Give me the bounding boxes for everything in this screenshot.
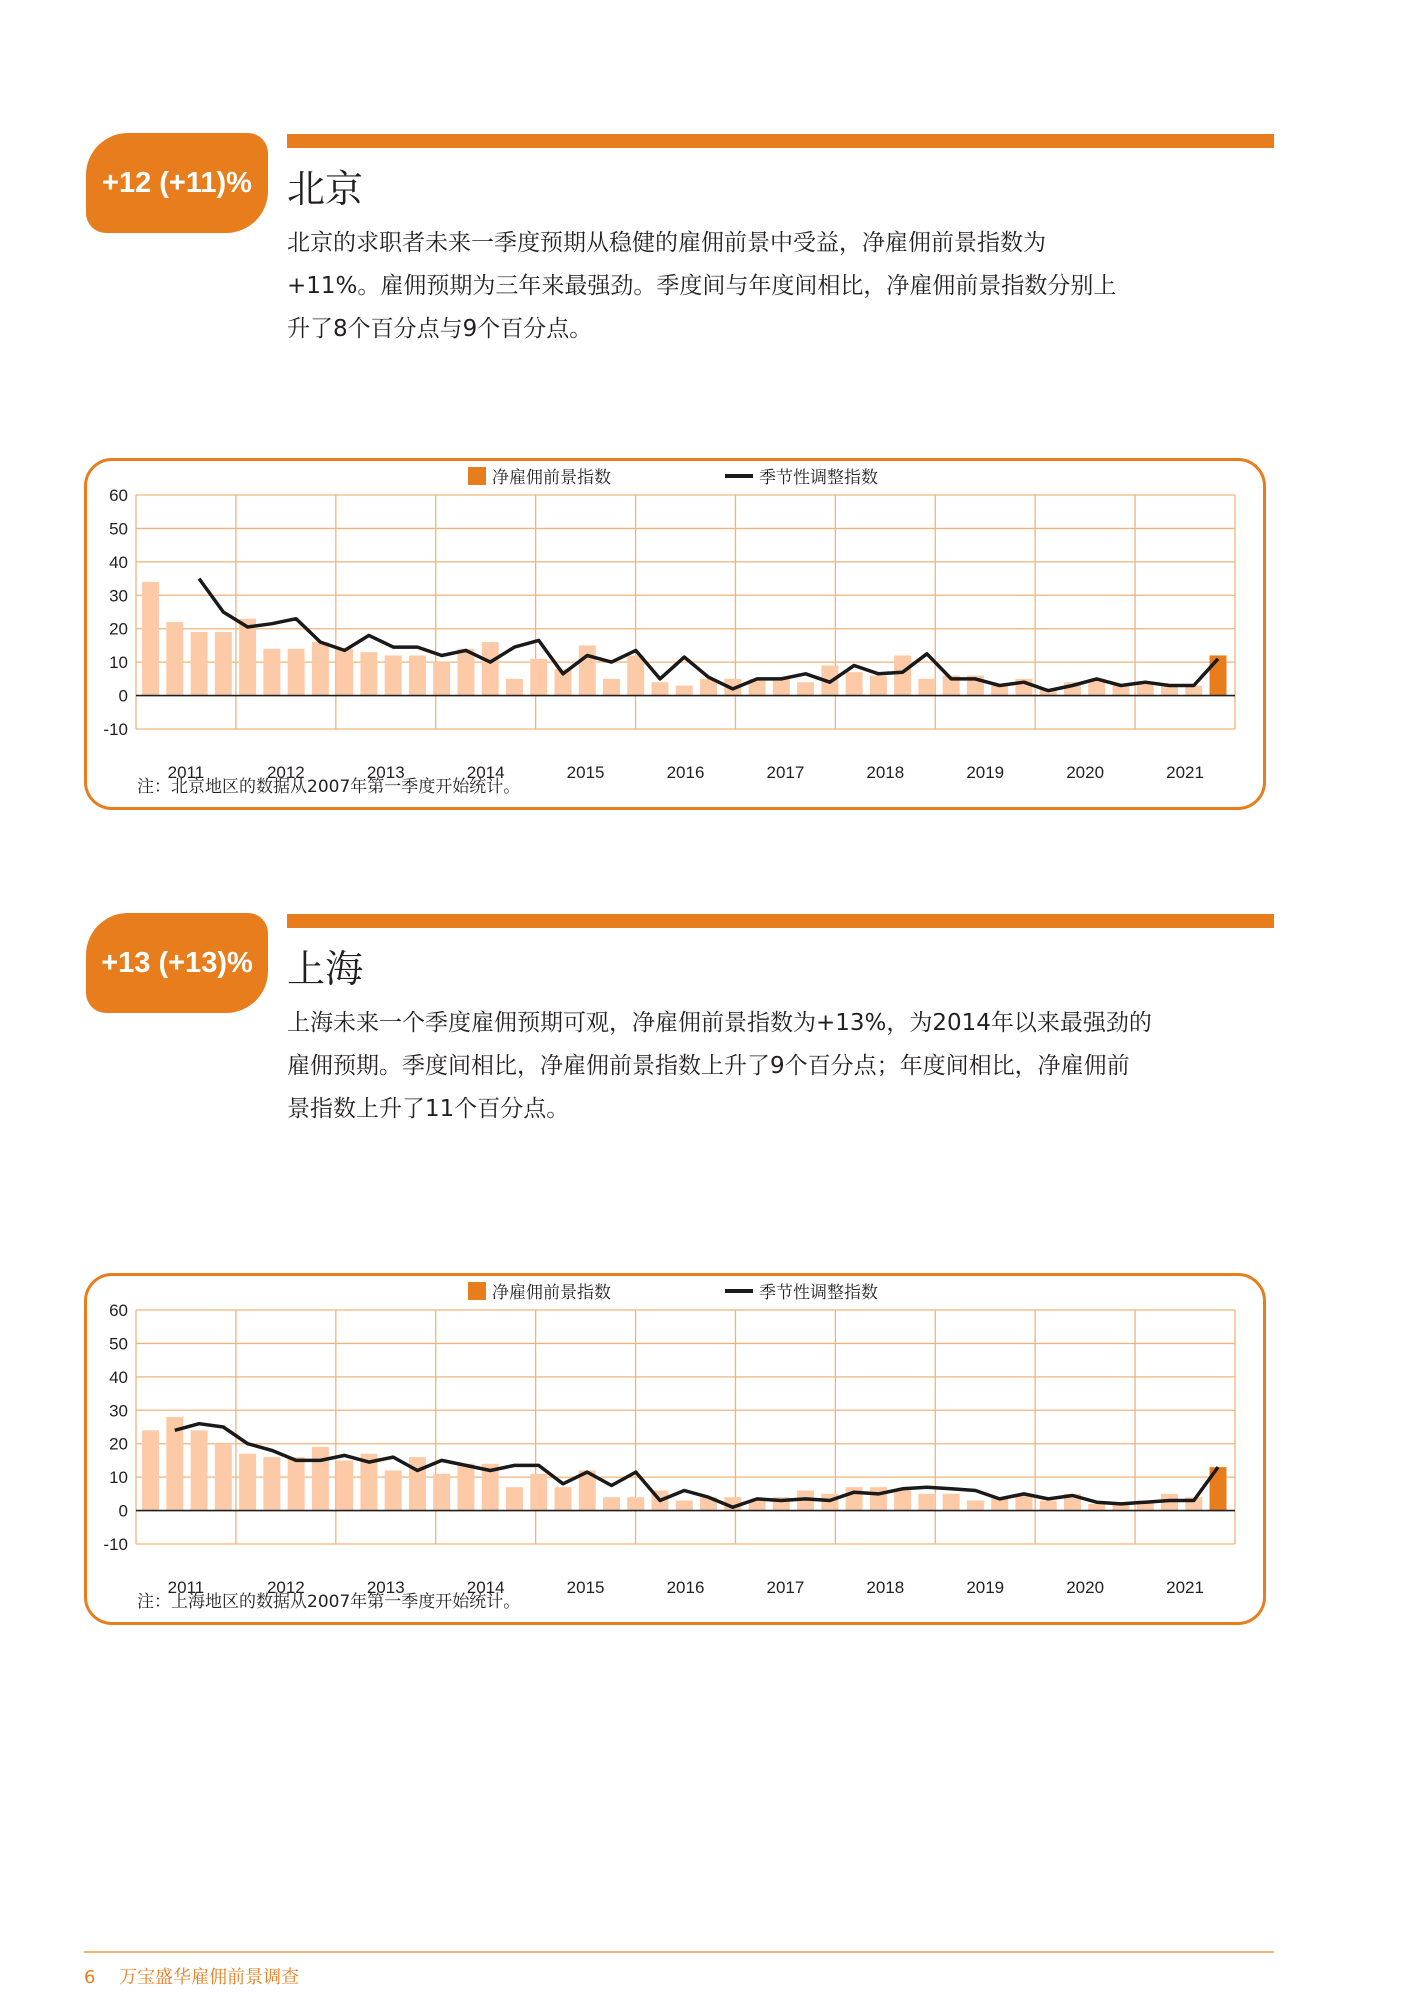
y-tick-label: 0 xyxy=(118,686,128,706)
y-tick-label: 40 xyxy=(109,552,128,572)
x-tick-label: 2019 xyxy=(966,1578,1005,1597)
bar xyxy=(263,1457,280,1510)
bar xyxy=(603,679,620,696)
bar xyxy=(482,642,499,695)
bar xyxy=(506,679,523,696)
bar xyxy=(530,659,547,696)
legend-bar-swatch xyxy=(468,467,486,485)
bar xyxy=(457,649,474,696)
x-tick-label: 2017 xyxy=(766,763,805,782)
x-tick-label: 2018 xyxy=(866,1578,905,1597)
y-tick-label: 10 xyxy=(109,1468,128,1488)
bar xyxy=(579,645,596,695)
page-number: 6 xyxy=(84,1967,96,1988)
page-footer xyxy=(84,1963,299,1989)
bar xyxy=(336,1460,353,1510)
description-line: 景指数上升了11个百分点。 xyxy=(287,1096,570,1122)
x-tick-label: 2014 xyxy=(466,763,505,782)
bar xyxy=(191,1430,208,1510)
city-description xyxy=(287,222,1272,351)
bar xyxy=(1040,1501,1057,1511)
shanghai-section xyxy=(0,780,1411,1612)
bar xyxy=(142,1430,159,1510)
bar xyxy=(870,676,887,696)
bar xyxy=(506,1487,523,1510)
bar xyxy=(1088,1504,1105,1511)
chart-box xyxy=(84,1273,1266,1625)
bar xyxy=(215,632,232,696)
description-line: 升了8个百分点与9个百分点。 xyxy=(287,316,593,342)
bar xyxy=(846,672,863,695)
section-top-bar xyxy=(287,914,1274,928)
bar xyxy=(652,682,669,695)
y-tick-label: 50 xyxy=(109,1334,128,1354)
bar xyxy=(918,1494,935,1511)
bar xyxy=(312,1447,329,1511)
description-line: 北京的求职者未来一季度预期从稳健的雇佣前景中受益，净雇佣前景指数为 xyxy=(287,230,1046,256)
x-tick-label: 2011 xyxy=(167,1578,205,1597)
chart-note: 注：上海地区的数据从2007年第一季度开始统计。 xyxy=(137,1592,521,1612)
bar xyxy=(191,632,208,696)
bar xyxy=(166,622,183,696)
x-tick-label: 2013 xyxy=(366,763,405,782)
bar xyxy=(627,655,644,695)
bar xyxy=(312,642,329,695)
x-tick-label: 2018 xyxy=(866,763,905,782)
y-tick-label: 0 xyxy=(118,1501,128,1521)
bar xyxy=(457,1464,474,1511)
chart-note: 注：北京地区的数据从2007年第一季度开始统计。 xyxy=(137,777,521,797)
legend-label-bar: 净雇佣前景指数 xyxy=(492,468,611,488)
y-tick-label: 20 xyxy=(109,619,128,639)
y-tick-label: 30 xyxy=(109,586,128,606)
x-tick-label: 2020 xyxy=(1066,1578,1105,1597)
legend-bar-swatch xyxy=(468,1282,486,1300)
x-tick-label: 2015 xyxy=(566,1578,605,1597)
bar xyxy=(943,1494,960,1511)
x-tick-label: 2021 xyxy=(1166,763,1204,782)
y-tick-label: 30 xyxy=(109,1401,128,1421)
y-tick-label: 50 xyxy=(109,519,128,539)
bar xyxy=(239,619,256,696)
x-tick-label: 2012 xyxy=(266,1578,305,1597)
bar xyxy=(409,655,426,695)
city-title: 北京 xyxy=(287,167,364,211)
bar xyxy=(288,649,305,696)
bar xyxy=(967,1501,984,1511)
x-tick-label: 2012 xyxy=(266,763,305,782)
description-line: +11%。雇佣预期为三年来最强劲。季度间与年度间相比，净雇佣前景指数分别上 xyxy=(287,273,1117,299)
bar xyxy=(433,1474,450,1511)
bar xyxy=(554,1487,571,1510)
bar xyxy=(288,1457,305,1510)
y-tick-label: -10 xyxy=(103,1535,128,1554)
x-tick-label: 2020 xyxy=(1066,763,1105,782)
bar xyxy=(166,1417,183,1511)
bar xyxy=(797,682,814,695)
bar xyxy=(360,652,377,695)
bar xyxy=(409,1457,426,1510)
y-tick-label: 40 xyxy=(109,1367,128,1387)
x-tick-label: 2015 xyxy=(566,763,605,782)
bar xyxy=(433,662,450,695)
bar xyxy=(385,655,402,695)
bar xyxy=(215,1444,232,1511)
x-tick-label: 2019 xyxy=(966,763,1005,782)
bar xyxy=(336,649,353,696)
bar xyxy=(676,1501,693,1511)
bar xyxy=(870,1487,887,1510)
bar xyxy=(603,1497,620,1510)
description-line: 雇佣预期。季度间相比，净雇佣前景指数上升了9个百分点；年度间相比，净雇佣前 xyxy=(287,1053,1130,1079)
legend-label-line: 季节性调整指数 xyxy=(759,468,878,488)
section-top-bar xyxy=(287,134,1274,148)
bar xyxy=(385,1470,402,1510)
seasonal-adjusted-line xyxy=(175,1424,1218,1508)
report-title: 万宝盛华雇佣前景调查 xyxy=(119,1967,300,1988)
bar xyxy=(894,1491,911,1511)
y-tick-label: 20 xyxy=(109,1434,128,1454)
bar xyxy=(627,1497,644,1510)
x-tick-label: 2016 xyxy=(666,763,705,782)
footer-divider xyxy=(84,1951,1274,1953)
bar xyxy=(918,679,935,696)
chart-box xyxy=(84,458,1266,810)
legend-label-bar: 净雇佣前景指数 xyxy=(492,1283,611,1303)
city-title: 上海 xyxy=(287,947,364,991)
bar xyxy=(676,686,693,696)
index-badge: +13 (+13)% xyxy=(86,913,268,1013)
bar xyxy=(239,1454,256,1511)
y-tick-label: 60 xyxy=(109,1301,128,1320)
employment-outlook-chart xyxy=(87,1276,1269,1628)
employment-outlook-chart xyxy=(87,461,1269,813)
description-line: 上海未来一个季度雇佣预期可观，净雇佣前景指数为+13%，为2014年以来最强劲的 xyxy=(287,1010,1152,1036)
bar xyxy=(894,655,911,695)
beijing-section xyxy=(0,0,1411,797)
y-tick-label: -10 xyxy=(103,720,128,739)
x-tick-label: 2021 xyxy=(1166,1578,1204,1597)
bar xyxy=(530,1474,547,1511)
bar xyxy=(773,679,790,696)
x-tick-label: 2016 xyxy=(666,1578,705,1597)
y-tick-label: 60 xyxy=(109,486,128,505)
y-tick-label: 10 xyxy=(109,653,128,673)
index-badge: +12 (+11)% xyxy=(86,133,268,233)
x-tick-label: 2014 xyxy=(466,1578,505,1597)
legend-label-line: 季节性调整指数 xyxy=(759,1283,878,1303)
bar-current xyxy=(1210,655,1227,695)
x-tick-label: 2011 xyxy=(167,763,205,782)
bar xyxy=(142,582,159,696)
x-tick-label: 2017 xyxy=(766,1578,805,1597)
city-description xyxy=(287,1002,1272,1131)
x-tick-label: 2013 xyxy=(366,1578,405,1597)
bar xyxy=(263,649,280,696)
